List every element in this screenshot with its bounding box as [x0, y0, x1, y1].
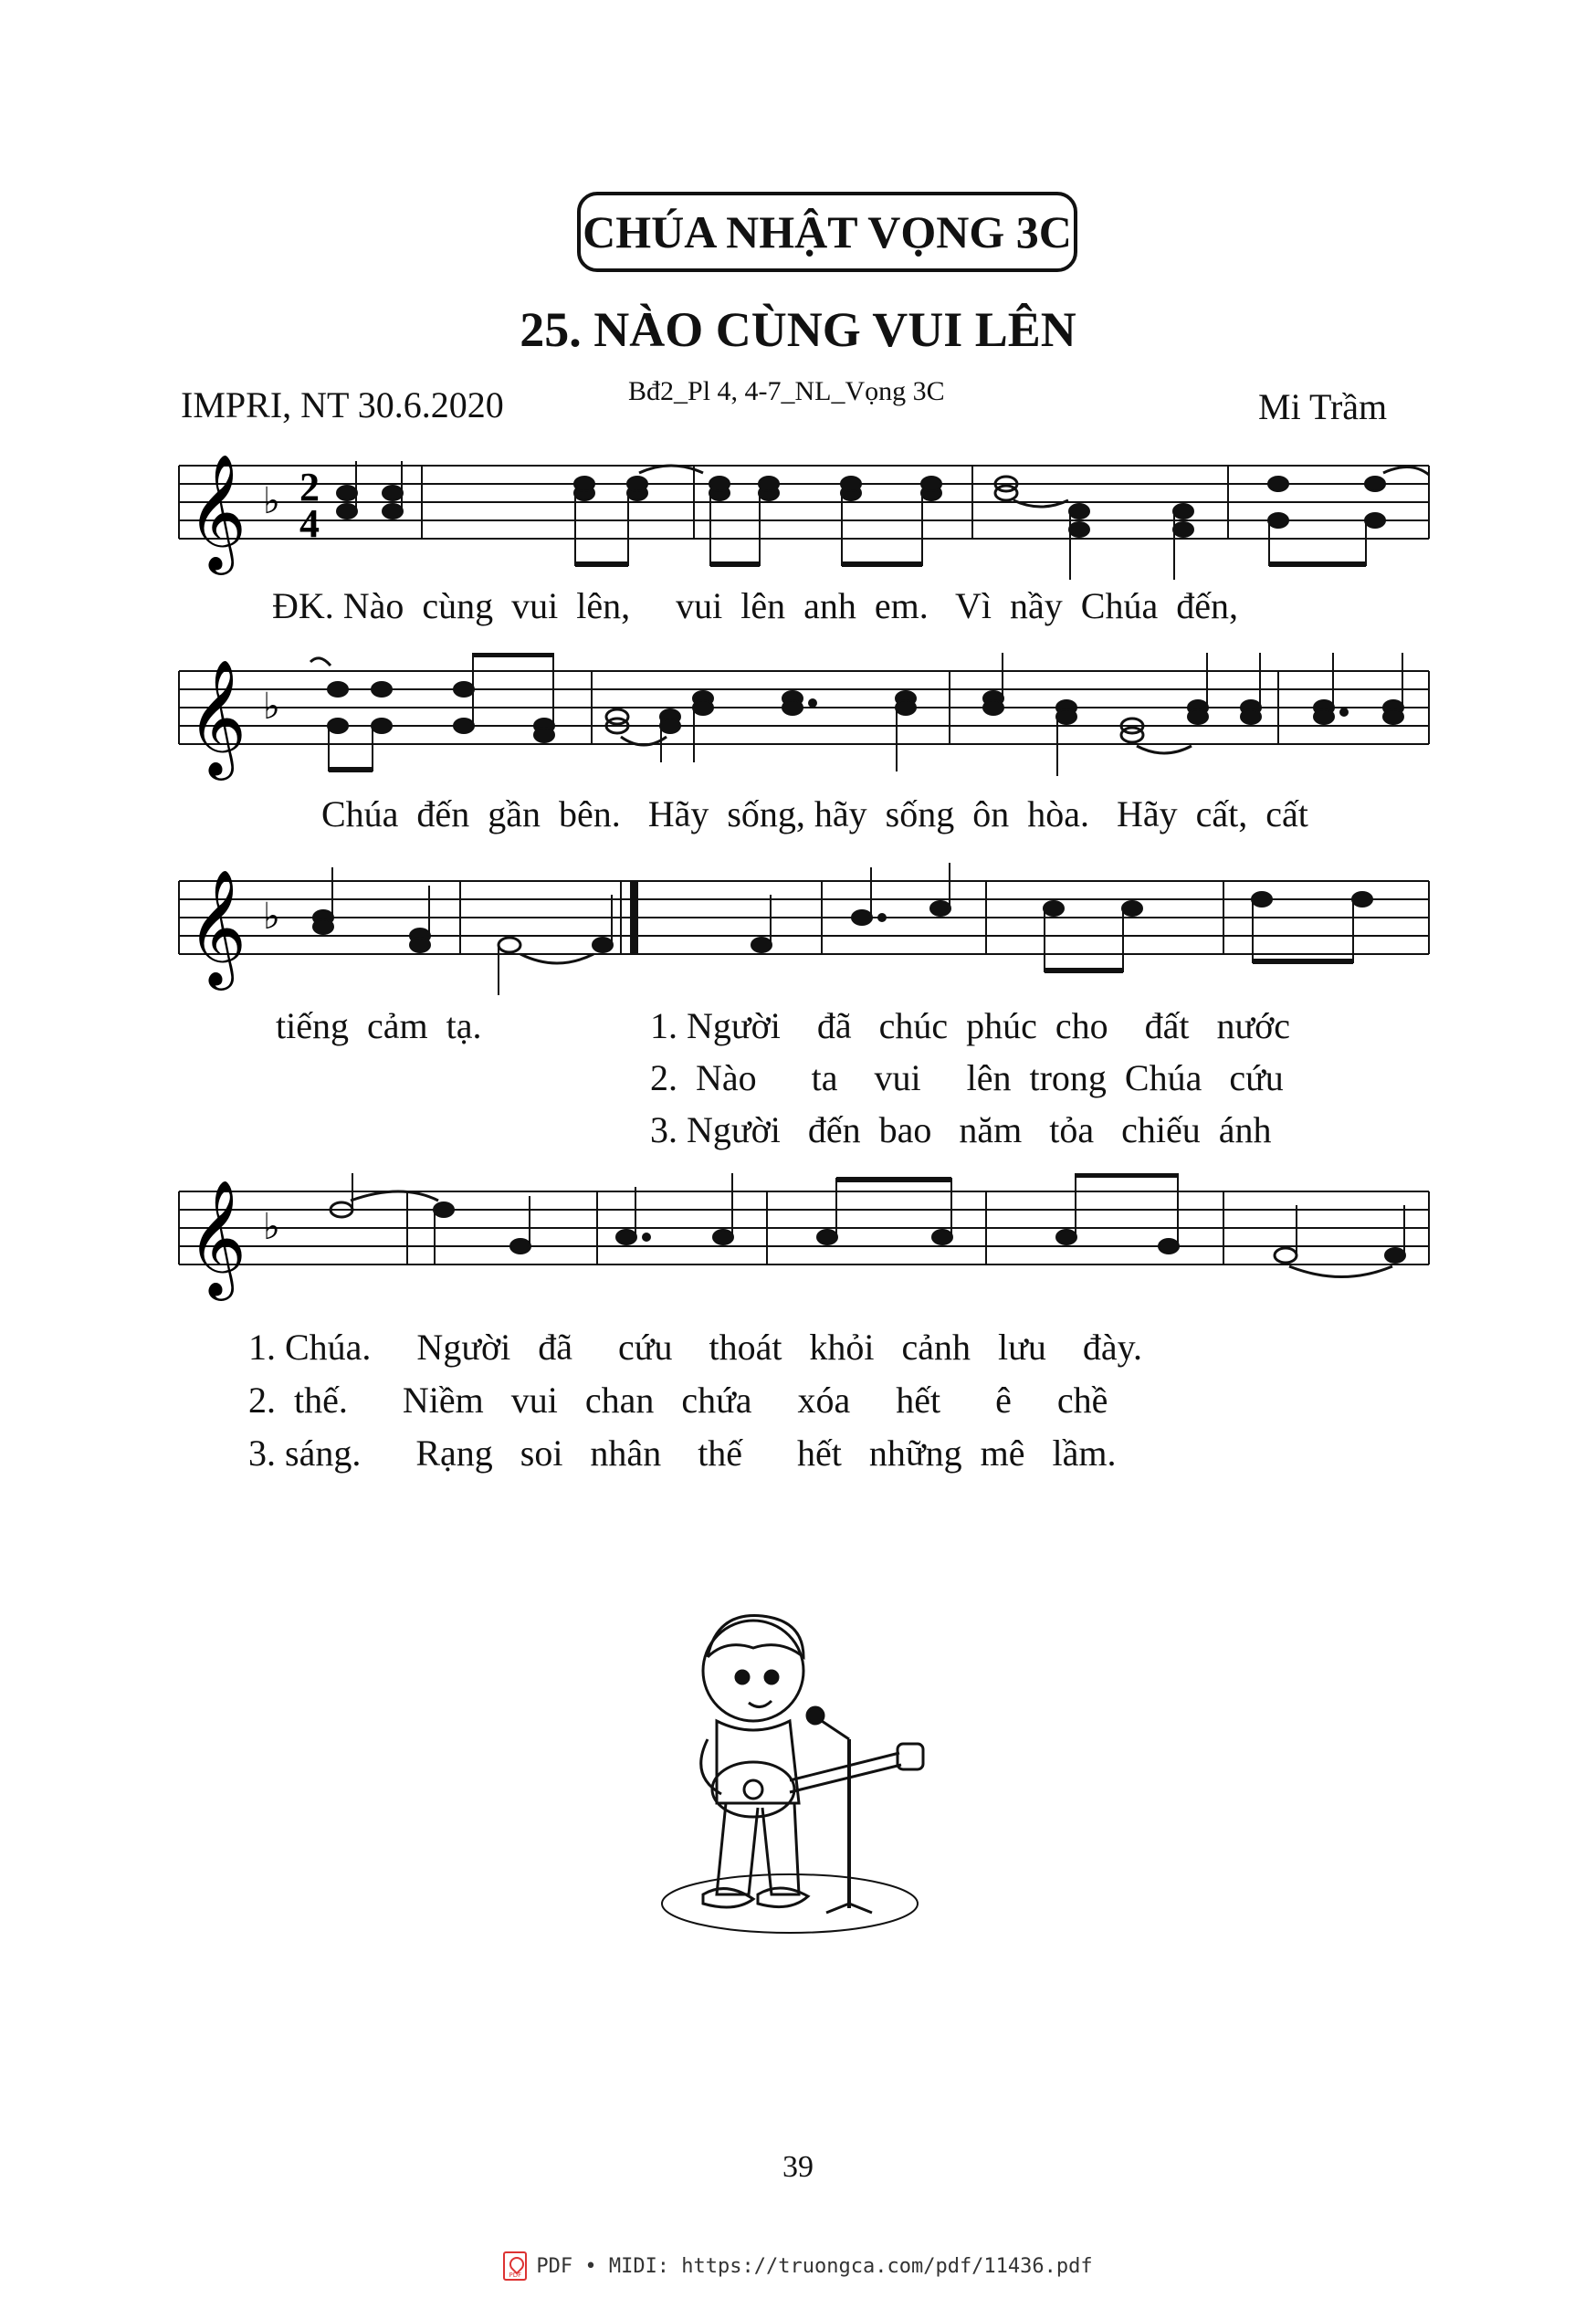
footer-link[interactable]: PDF • MIDI: https://truongca.com/pdf/11436.pdf — [536, 2254, 1093, 2278]
reference: Bđ2_Pl 4, 4-7_NL_Vọng 3C — [628, 376, 945, 406]
song-title: 25. NÀO CÙNG VUI LÊN — [520, 302, 1076, 357]
svg-text:𝄞: 𝄞 — [187, 658, 247, 775]
staff-1 — [0, 447, 1596, 593]
section-title: CHÚA NHẬT VỌNG 3C — [577, 192, 1077, 272]
boy-guitar-illustration — [653, 1602, 954, 1949]
verse-b-3: 3. sáng. Rạng soi nhân thế hết những mê lầm. — [248, 1432, 1117, 1474]
flat-sign: ♭ — [263, 480, 280, 522]
svg-text:𝄞: 𝄞 — [187, 868, 247, 985]
verse-b-1: 1. Chúa. Người đã cứu thoát khỏi cảnh lưu đày. — [248, 1327, 1143, 1368]
verse-b-2: 2. thế. Niềm vui chan chứa xóa hết ê chề — [248, 1380, 1108, 1421]
svg-text:♭: ♭ — [263, 1206, 280, 1248]
svg-text:♭: ♭ — [263, 896, 280, 938]
verse-a-3: 3. Người đến bao năm tỏa chiếu ánh — [650, 1109, 1272, 1150]
staff-4 — [0, 1173, 1596, 1319]
time-sig-bottom: 4 — [299, 501, 320, 546]
composer: Mi Trầm — [1258, 386, 1388, 427]
lyric-line-3: tiếng cảm tạ. — [276, 1005, 482, 1046]
staff-2 — [0, 653, 1596, 799]
time-sig-top: 2 — [299, 465, 320, 509]
lyric-line-1: ĐK. Nào cùng vui lên, vui lên anh em. Vì nầy Chúa đến, — [272, 585, 1238, 626]
svg-text:♭: ♭ — [263, 686, 280, 728]
verse-a-1: 1. Người đã chúc phúc cho đất nước — [650, 1005, 1291, 1046]
imprimatur: IMPRI, NT 30.6.2020 — [181, 384, 504, 425]
staff-3 — [0, 863, 1596, 1009]
svg-text:𝄞: 𝄞 — [187, 1179, 247, 1296]
pdf-icon[interactable]: PDF — [503, 2251, 527, 2281]
svg-text:𝄞: 𝄞 — [187, 453, 247, 570]
footer — [0, 2251, 1596, 2281]
verse-a-2: 2. Nào ta vui lên trong Chúa cứu — [650, 1057, 1284, 1098]
lyric-line-2: Chúa đến gần bên. Hãy sống, hãy sống ôn hòa. Hãy cất, cất — [321, 793, 1308, 834]
page-number: 39 — [782, 2150, 814, 2184]
